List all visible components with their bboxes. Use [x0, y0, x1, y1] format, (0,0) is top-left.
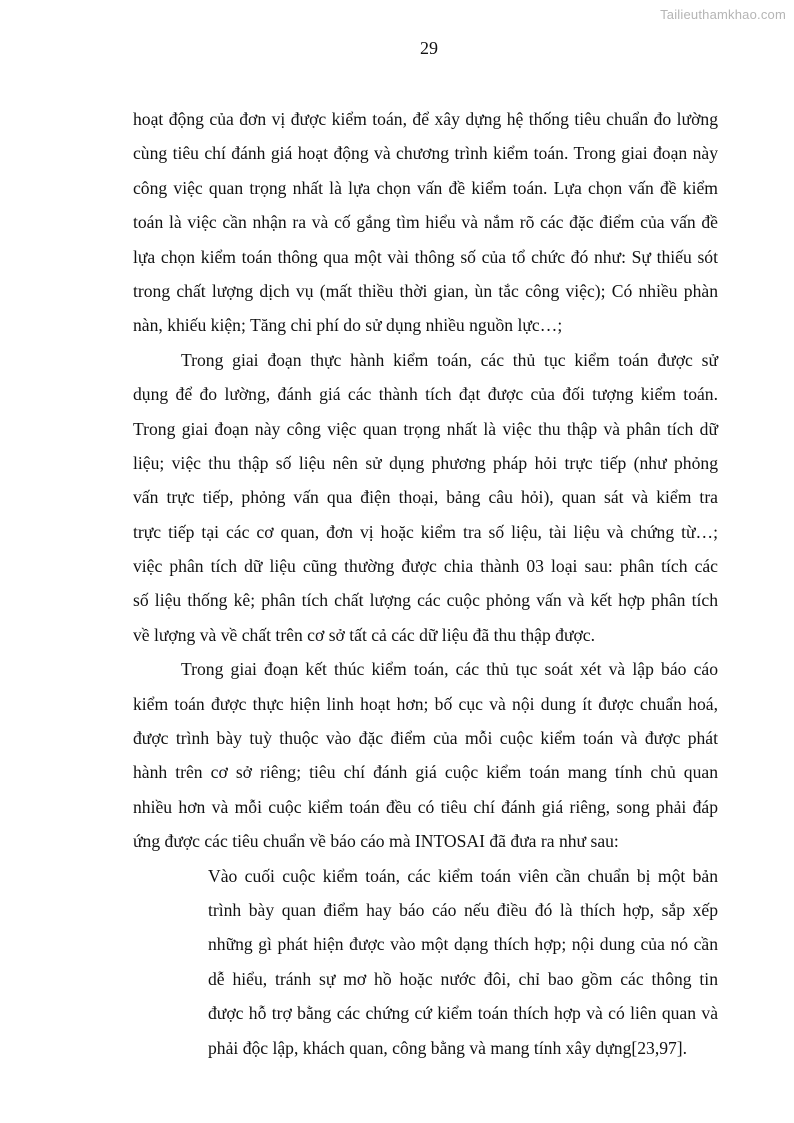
text-line: nhiều hơn và mỗi cuộc kiểm toán đều có tiêu chí đánh giá riêng, song phải đáp: [133, 796, 718, 817]
text-line: trực tiếp tại các cơ quan, đơn vị hoặc kiểm tra số liệu, tài liệu và chứng từ…;: [133, 521, 718, 542]
paragraph-2: [133, 343, 718, 653]
text-line: liệu; việc thu thập số liệu nên sử dụng phương pháp hỏi trực tiếp (như phỏng: [133, 452, 718, 473]
quote-line: dễ hiểu, tránh sự mơ hồ hoặc nước đôi, chỉ bao gồm các thông tin: [208, 968, 718, 989]
text-line: Trong giai đoạn thực hành kiểm toán, các thủ tục kiểm toán được sử: [181, 349, 718, 370]
quote-line: những gì phát hiện được vào một dạng thích hợp; nội dung của nó cần: [208, 934, 718, 955]
quote-line: trình bày quan điểm hay báo cáo nếu điều đó là thích hợp, sắp xếp: [208, 899, 718, 920]
text-line: Trong giai đoạn này công việc quan trọng nhất là việc thu thập và phân tích dữ: [133, 418, 718, 439]
text-line: nàn, khiếu kiện; Tăng chi phí do sử dụng nhiều nguồn lực…;: [133, 315, 563, 336]
watermark: Tailieuthamkhao.com: [660, 7, 786, 22]
paragraph-3: [133, 652, 718, 858]
text-line: toán là việc cần nhận ra và cố gắng tìm hiểu và nắm rõ các đặc điểm của vấn đề: [133, 212, 718, 233]
text-line: trong chất lượng dịch vụ (mất thiều thời gian, ùn tắc công việc); Có nhiều phàn: [133, 280, 718, 301]
text-line: hoạt động của đơn vị được kiểm toán, để xây dựng hệ thống tiêu chuẩn đo lường: [133, 109, 718, 129]
paragraph-1: [133, 102, 718, 343]
text-line: số liệu thống kê; phân tích chất lượng các cuộc phỏng vấn và kết hợp phân tích: [133, 590, 718, 611]
document-body: [133, 102, 718, 1065]
block-quote: [208, 859, 718, 1065]
text-line: công việc quan trọng nhất là lựa chọn vấn đề kiểm toán. Lựa chọn vấn đề kiểm: [133, 177, 718, 198]
text-line: dụng để đo lường, đánh giá các thành tích đạt được của đối tượng kiểm toán.: [133, 384, 718, 405]
text-line: về lượng và về chất trên cơ sở tất cả các dữ liệu đã thu thập được.: [133, 624, 595, 645]
text-line: kiểm toán được thực hiện linh hoạt hơn; bố cục và nội dung ít được chuẩn hoá,: [133, 693, 718, 714]
text-line: việc phân tích dữ liệu cũng thường được chia thành 03 loại sau: phân tích các: [133, 556, 718, 577]
quote-line: được hỗ trợ bằng các chứng cứ kiểm toán thích hợp và có liên quan và: [208, 1003, 718, 1024]
text-line: hành trên cơ sở riêng; tiêu chí đánh giá cuộc kiểm toán mang tính chủ quan: [133, 762, 718, 783]
quote-line: phải độc lập, khách quan, công bằng và mang tính xây dựng[23,97].: [208, 1037, 688, 1058]
page-number: 29: [420, 38, 438, 58]
text-line: ứng được các tiêu chuẩn về báo cáo mà INTOSAI đã đưa ra như sau:: [133, 831, 619, 852]
text-line: vấn trực tiếp, phỏng vấn qua điện thoại, bảng câu hỏi), quan sát và kiểm tra: [133, 487, 718, 508]
text-line: Trong giai đoạn kết thúc kiểm toán, các thủ tục soát xét và lập báo cáo: [181, 659, 718, 680]
text-line: cùng tiêu chí đánh giá hoạt động và chương trình kiểm toán. Trong giai đoạn này: [133, 143, 718, 164]
text-line: được trình bày tuỳ thuộc vào đặc điểm của mỗi cuộc kiểm toán và được phát: [133, 728, 718, 749]
text-line: lựa chọn kiểm toán thông qua một vài thông số của tổ chức đó như: Sự thiếu sót: [133, 246, 718, 267]
quote-line: Vào cuối cuộc kiểm toán, các kiểm toán viên cần chuẩn bị một bản: [208, 865, 718, 886]
